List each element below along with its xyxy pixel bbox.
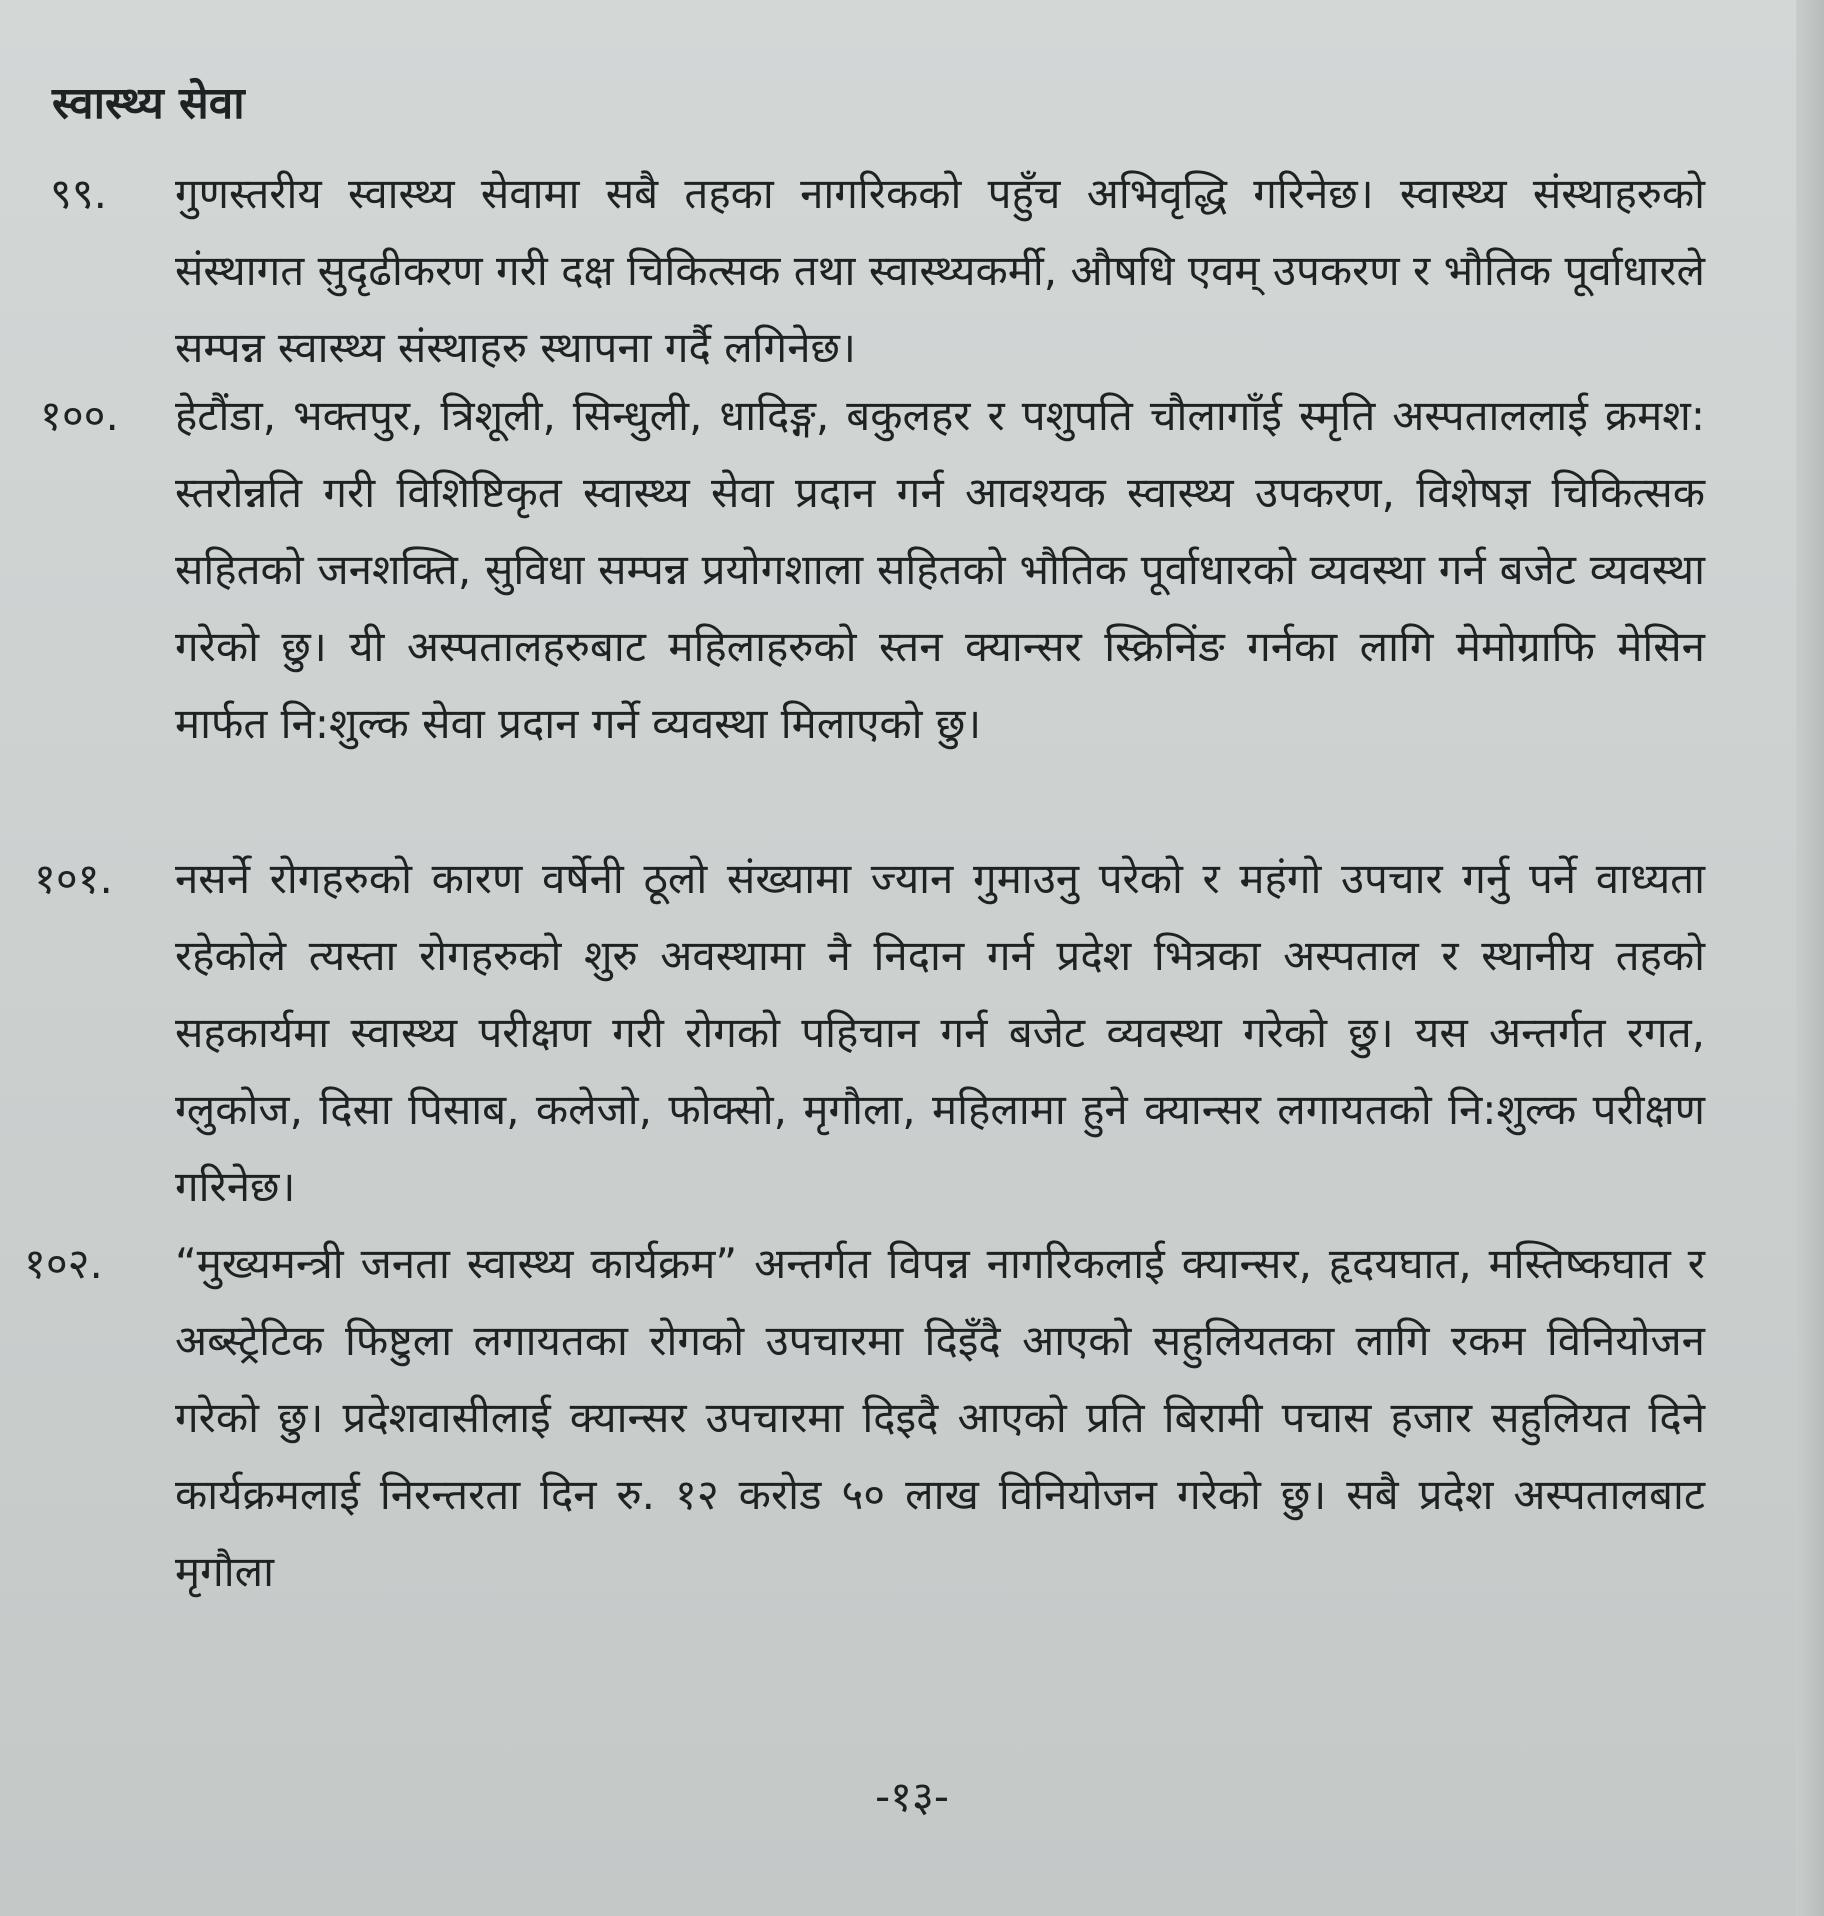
page-edge-shadow xyxy=(1796,0,1824,1916)
paragraph-number-102: १०२. xyxy=(24,1239,103,1288)
paragraph-100-text: हेटौंडा, भक्तपुर, त्रिशूली, सिन्धुली, धादिङ्ग, बकुलहर र पशुपति चौलागाँई स्मृति अस्पताललाई क्रमश: स्तरोन्नति गरी विशिष्टिकृत स्वास्थ्य सेवा प्रदान गर्न आवश्यक स्वास्थ्य उपकरण, विशेषज्ञ चिकित्सक सहितको जनशक्ति, सुविधा सम्पन्न प्रयोगशाला सहितको भौतिक पूर्वाधारको व्यवस्था गर्न बजेट व्यवस्था गरेको छु। यी अस्पतालहरुबाट महिलाहरुको स्तन क्यान्सर स्क्रिनिंङ गर्नका लागि मेमोग्राफि मेसिन मार्फत नि:शुल्क सेवा प्रदान गर्ने व्यवस्था मिलाएको छु। xyxy=(175,391,1705,748)
paragraph-number-101: १०१. xyxy=(34,854,113,903)
paragraph-number-99: ९९. xyxy=(50,169,108,218)
section-heading: स्वास्थ्य सेवा xyxy=(52,78,245,129)
paragraph-101-text: नसर्ने रोगहरुको कारण वर्षेनी ठूलो संख्यामा ज्यान गुमाउनु परेको र महंगो उपचार गर्नु पर्ने वाध्यता रहेकोले त्यस्ता रोगहरुको शुरु अवस्थामा नै निदान गर्न प्रदेश भित्रका अस्पताल र स्थानीय तहको सहकार्यमा स्वास्थ्य परीक्षण गरी रोगको पहिचान गर्न बजेट व्यवस्था गरेको छु। यस अन्तर्गत रगत, ग्लुकोज, दिसा पिसाब, कलेजो, फोक्सो, मृगौला, महिलामा हुने क्यान्सर लगायतको नि:शुल्क परीक्षण गरिनेछ। xyxy=(175,854,1705,1211)
paragraph-number-100: १००. xyxy=(40,391,119,440)
page-number: -१३- xyxy=(875,1772,949,1821)
paragraph-102-text: “मुख्यमन्त्री जनता स्वास्थ्य कार्यक्रम” अन्तर्गत विपन्न नागरिकलाई क्यान्सर, हृदयघात, मस्तिष्कघात र अब्स्ट्रेटिक फिष्टुला लगायतका रोगको उपचारमा दिइँदै आएको सहुलियतका लागि रकम विनियोजन गरेको छु। प्रदेशवासीलाई क्यान्सर उपचारमा दिइदै आएको प्रति बिरामी पचास हजार सहुलियत दिने कार्यक्रमलाई निरन्तरता दिन रु. १२ करोड ५० लाख विनियोजन गरेको छु। सबै प्रदेश अस्पतालबाट मृगौला xyxy=(175,1239,1705,1596)
paragraph-99-text: गुणस्तरीय स्वास्थ्य सेवामा सबै तहका नागरिकको पहुँच अभिवृद्धि गरिनेछ। स्वास्थ्य संस्थाहरुको संस्थागत सुदृढीकरण गरी दक्ष चिकित्सक तथा स्वास्थ्यकर्मी, औषधि एवम् उपकरण र भौतिक पूर्वाधारले सम्पन्न स्वास्थ्य संस्थाहरु स्थापना गर्दै लगिनेछ। xyxy=(175,169,1705,372)
